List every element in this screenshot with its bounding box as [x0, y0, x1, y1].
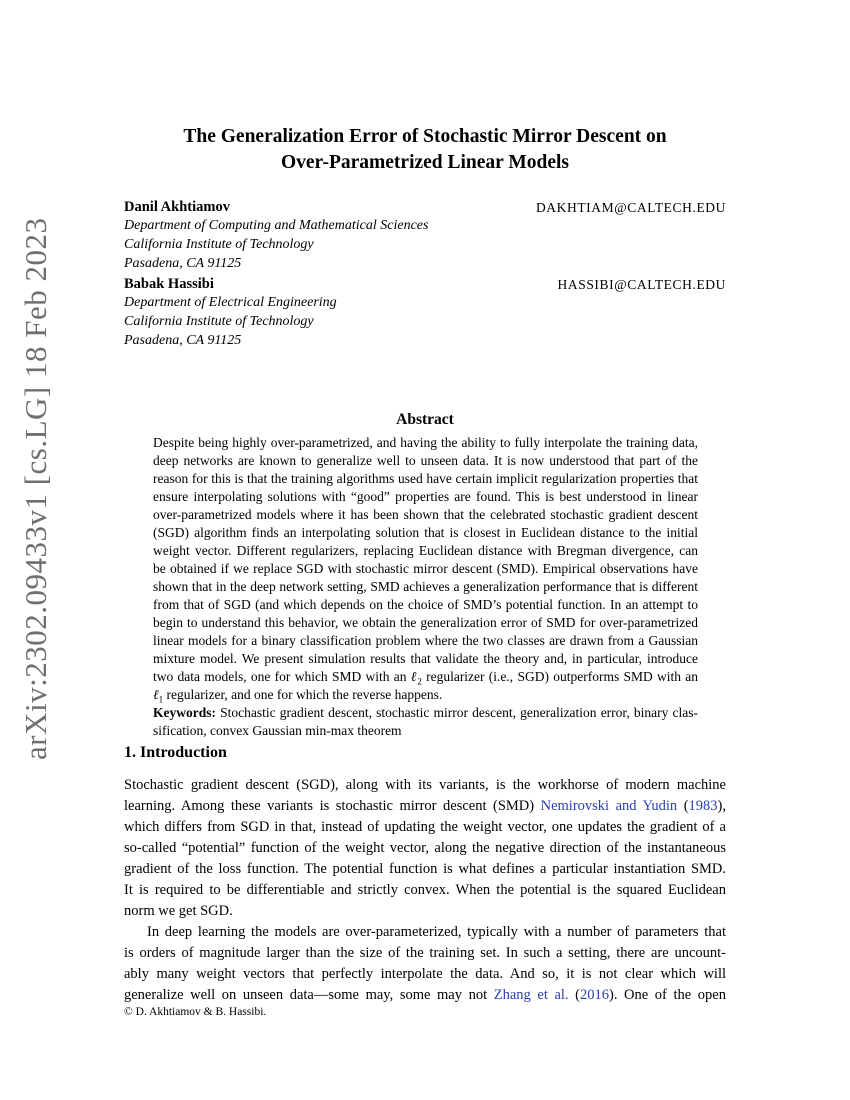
citation-year-link[interactable]: 2016	[579, 987, 609, 1003]
title-line-1: The Generalization Error of Stochastic Mirror Descent on	[183, 126, 667, 147]
ell-subscript: 2	[417, 676, 422, 687]
body-line	[124, 796, 726, 816]
author-name: Danil Akhtiamov	[124, 199, 230, 215]
abstract-line: be obtained if we replace SGD with stochastic mirror descent (SMD). Empirical observations have	[153, 561, 698, 576]
abstract-text: regularizer, and one for which the reverse happens.	[163, 687, 443, 702]
abstract-heading: Abstract	[396, 411, 454, 428]
paper-title	[0, 124, 850, 176]
author-block-2	[124, 275, 726, 350]
abstract-line: reason for this is that the training algorithms used have certain implicit regularization properties that	[153, 471, 698, 486]
affiliation-line: Department of Electrical Engineering	[124, 295, 337, 310]
keywords-text: Stochastic gradient descent, stochastic mirror descent, generalization error, binary clas-	[216, 705, 698, 720]
body-text: (	[677, 798, 689, 814]
body-line: It is required to be differentiable and strictly convex. When the potential is the squared Euclidean	[124, 882, 726, 898]
body-text: (	[568, 987, 580, 1003]
affiliation-line: California Institute of Technology	[124, 237, 314, 252]
affiliation-line: California Institute of Technology	[124, 314, 314, 329]
abstract-line: begin to understand this behavior, we obtain the generalization error of SMD for over-parametrized	[153, 615, 698, 630]
affiliation-line: Department of Computing and Mathematical Sciences	[124, 218, 429, 233]
body-line: gradient of the loss function. The potential function is what defines a particular instantiation SMD.	[124, 861, 726, 877]
ell-symbol: ℓ	[153, 687, 159, 702]
citation-year-link[interactable]: 1983	[688, 798, 718, 814]
body-line: which differs from SGD in that, instead of updating the weight vector, one updates the gradient of a	[124, 819, 726, 835]
abstract-line: weight vector. Different regularizers, replacing Euclidean distance with Bregman divergence, can	[153, 543, 698, 558]
abstract-line: shown that in the deep network setting, SMD achieves a generalization performance that is different	[153, 579, 698, 594]
arxiv-identifier: arXiv:2302.09433v1 [cs.LG] 18 Feb 2023	[18, 217, 53, 760]
copyright-footer: © D. Akhtiamov & B. Hassibi.	[124, 1006, 267, 1018]
body-line: norm we get SGD.	[124, 903, 233, 919]
abstract-line: over-parametrized models where it has been shown that the celebrated stochastic gradient descent	[153, 507, 698, 522]
abstract-line	[153, 686, 698, 704]
body-line: ably many weight vectors that perfectly interpolate the data. And so, it is not clear which will	[124, 966, 726, 982]
ell-symbol: ℓ	[410, 669, 418, 684]
abstract-line	[153, 668, 698, 686]
section-heading: 1. Introduction	[124, 744, 227, 761]
abstract-line: (SGD) algorithm finds an interpolating solution that is closest in Euclidean distance to the initial	[153, 525, 698, 540]
keywords-label: Keywords:	[153, 705, 216, 720]
citation-link[interactable]: Zhang et al.	[493, 987, 569, 1003]
abstract-line: ensure interpolating solutions with “good” properties are found. This is best understood in linear	[153, 489, 698, 504]
abstract-line: mixture model. We present simulation results that validate the theory and, in particular, introduce	[153, 651, 698, 666]
author-name: Babak Hassibi	[124, 276, 214, 292]
keywords-line: sification, convex Gaussian min-max theorem	[153, 723, 402, 738]
abstract-text: two data models, one for which SMD with an	[153, 669, 411, 684]
affiliation-line: Pasadena, CA 91125	[124, 333, 242, 348]
author-block-1	[124, 198, 726, 273]
body-text: learning. Among these variants is stochastic mirror descent (SMD)	[124, 798, 541, 814]
ell-subscript: 1	[158, 694, 164, 705]
title-line-2: Over-Parametrized Linear Models	[280, 152, 570, 173]
author-email[interactable]: DAKHTIAM@CALTECH.EDU	[535, 200, 726, 215]
abstract-line: linear models for a binary classification problem where the two classes are drawn from a Gaussian	[153, 633, 698, 648]
citation-link[interactable]: Nemirovski and Yudin	[540, 798, 678, 814]
keywords-line	[153, 704, 698, 722]
body-text: ),	[717, 798, 726, 814]
abstract-line: deep networks are known to generalize well to unseen data. It is now understood that part of the	[153, 453, 698, 468]
abstract-line: Despite being highly over-parametrized, and having the ability to fully interpolate the training data,	[153, 435, 698, 450]
body-line	[124, 985, 726, 1005]
body-text: generalize well on unseen data—some may, some may not	[124, 987, 494, 1003]
affiliation-line: Pasadena, CA 91125	[124, 256, 242, 271]
body-line: so-called “potential” function of the weight vector, along the negative direction of the instantaneous	[124, 840, 726, 856]
abstract-line: from that of SGD (and which depends on the choice of SMD’s potential function. In an attempt to	[153, 597, 698, 612]
body-line: Stochastic gradient descent (SGD), along with its variants, is the workhorse of modern machine	[124, 777, 726, 793]
body-text: ). One of the open	[608, 987, 726, 1003]
author-email[interactable]: HASSIBI@CALTECH.EDU	[557, 277, 726, 292]
abstract-text: regularizer (i.e., SGD) outperforms SMD with an	[421, 669, 699, 684]
body-line: In deep learning the models are over-parameterized, typically with a number of parameters that	[147, 924, 726, 940]
body-line: is orders of magnitude larger than the size of the training set. In such a setting, there are uncount-	[124, 945, 726, 961]
